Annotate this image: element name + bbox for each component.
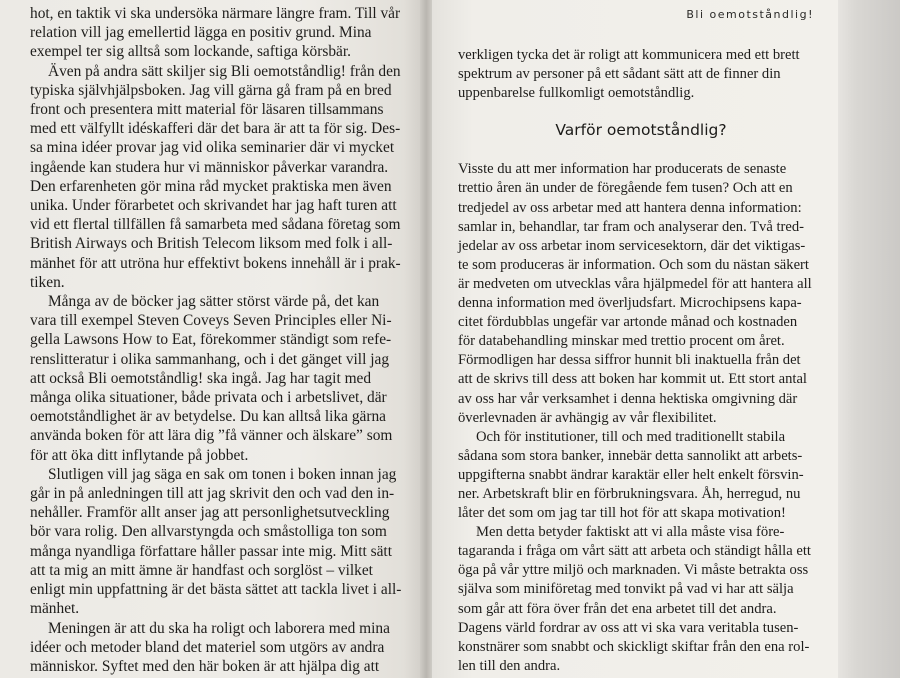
text-line: att också Bli oemotståndlig! ska ingå. Jag har tagit med [30,369,372,387]
text-line: nehåller. Framför allt anser jag att personlighetsutveckling [30,504,390,522]
text-line: tredjedel av oss arbetar med att hantera denna information: [458,199,802,216]
running-head: Bli oemotståndlig! [686,8,814,21]
text-line: trettio åren än under de föregående fem tusen? Och att en [458,180,793,197]
text-line: front och presentera mitt material för läsaren tillsammans [30,101,384,119]
text-line: Visste du att mer information har producerats de senaste [458,161,787,178]
text-line: Men detta betyder faktiskt att vi alla måste visa före- [476,524,785,541]
text-line: tagaranda i fråga om vårt sätt att arbeta och ständigt hålla ett [458,543,811,560]
text-line: många olika situationer, både privata och i arbetslivet, där [30,389,387,407]
left-page-text [30,4,412,676]
text-line: unika. Under förarbetet och skrivandet har jag haft turen att [30,197,397,215]
text-line: Och för institutioner, till och med traditionellt stabila [476,428,786,445]
text-line: av oss har vår verksamhet i denna hektiska omgivning där [458,390,798,407]
text-line: Den erfarenheten gör mina råd mycket praktiska men även [30,177,392,195]
text-line: vara till exempel Steven Coveys Seven Principles eller Ni- [30,312,392,330]
text-line: samlar in, behandlar, tar fram och analyserar den. Två tred- [458,218,804,235]
text-line: te som produceras är information. Och som du nästan säkert [458,256,809,273]
text-line: verkligen tycka det är roligt att kommunicera med ett brett [458,47,800,63]
text-line: idéer och metoder bland det materiel som utgörs av andra [30,638,385,656]
text-line: Många av de böcker jag sätter störst värde på, det kan [48,293,380,311]
page-stack-edge [838,0,900,678]
text-line: renslitteratur i olika sammanhang, och i det gänget vill jag [30,350,390,368]
text-line: konstnärer som snabbt och skickligt skiftar från den ena rol- [458,638,810,655]
text-line: hot, en taktik vi ska undersöka närmare längre fram. Till vår [30,5,401,22]
text-line: relation vill jag emellertid lägga en positiv grund. Mina [30,24,372,42]
text-line: att ta mig an mitt ämne är handfast och sorglöst – vilket [30,561,373,579]
text-line: uppgifterna snabbt ändrar karaktär eller helt enkelt försvin- [458,466,804,483]
text-line: att de skrivs till dess att boken har kommit ut. Ett stort antal [458,371,807,388]
text-line: med ett välfyllt idéskafferi där det bara är att ta för sig. Des- [30,120,401,138]
text-line: själva som miniföretag med tonvikt på vad vi har att sälja [458,581,794,598]
text-line: gella Lawsons How to Eat, förekommer ständigt som refe- [30,331,392,349]
text-line: mänhet. [30,600,80,618]
text-line: för att öka ditt inflytande på jobbet. [30,446,249,464]
text-line: enligt min uppfattning är det bästa sättet att tackla livet i all- [30,581,402,599]
section-title: Varför oemotståndlig? [555,121,727,140]
right-page [432,0,840,678]
text-line: ingående kan studera hur vi människor påverkar varandra. [30,158,389,176]
text-line: vid ett flertal tillfällen få samarbeta med sådana företag som [30,216,401,234]
text-line: Förmodligen har dessa siffror hunnit bli inaktuella från det [458,352,801,369]
text-line: använda boken för att lära dig ”få vänner och älskare” som [30,427,393,445]
text-line: många nyandliga författare håller passar inte mig. Mitt sätt [30,542,392,560]
text-line: denna information med överljudsfart. Microchipsens kapa- [458,295,802,312]
text-line: Även på andra sätt skiljer sig Bli oemotståndlig! från den [48,62,401,80]
text-line: sådana som stora banker, innebär detta sannolikt att arbets- [458,447,803,464]
text-line: öga på vår yttre miljö och marknaden. Vi måste betrakta oss [458,562,809,579]
text-line: låter det som om jag tar till hot för att skapa motivation! [458,505,786,522]
text-line: Meningen är att du ska ha roligt och laborera med mina [48,619,390,637]
text-line: överlevnaden är avhängig av vår flexibilitet. [458,409,717,426]
text-line: typiska självhjälpsboken. Jag vill gärna gå fram på en bred [30,81,392,99]
right-page-text [458,46,824,676]
text-line: tiken. [30,273,65,291]
text-line: spektrum av personer på ett sådant sätt att de finner din [458,66,781,83]
text-line: människor. Syftet med den här boken är att hjälpa dig att [30,657,380,675]
text-line: mänhet för att utröna hur effektivt bokens innehåll är i prak- [30,254,401,272]
text-line: citet fördubblas ungefär var artonde månad och kostnaden [458,314,798,331]
text-line: sa mina idéer provar jag vid olika seminarier där vi mycket [30,139,395,157]
text-line: uppenbarelse fullkomligt oemotståndlig. [458,85,695,102]
text-line: ner. Arbetskraft blir en förbrukningsvara. Åh, herregud, nu [458,485,801,502]
text-line: går in på anledningen till att jag skrivit den och vad den in- [30,485,395,503]
text-line: jedelar av oss arbetar inom servicesektorn, där det viktigas- [458,237,806,254]
text-line: Slutligen vill jag säga en sak om tonen i boken innan jag [48,465,397,483]
text-line: bör vara rolig. Den allvarstyngda och småstolliga ton som [30,523,387,541]
text-line: för databehandling minskar med trettio procent om året. [458,333,785,350]
text-line: len till den andra. [458,657,561,674]
text-line: British Airways och British Telecom liksom med folk i all- [30,235,393,253]
text-line: exempel ter sig alltså som lockande, saftiga körsbär. [30,43,351,61]
text-line: Dagens värld fordrar av oss att vi ska vara veritabla tusen- [458,619,799,636]
left-page [0,0,425,678]
text-line: oemotståndlighet är av betydelse. Du kan alltså lika gärna [30,408,387,426]
text-line: som går att föra över från det ena arbetet till det andra. [458,600,777,617]
text-line: är medveten om utvecklas våra hjälpmedel för att hantera all [458,275,812,292]
